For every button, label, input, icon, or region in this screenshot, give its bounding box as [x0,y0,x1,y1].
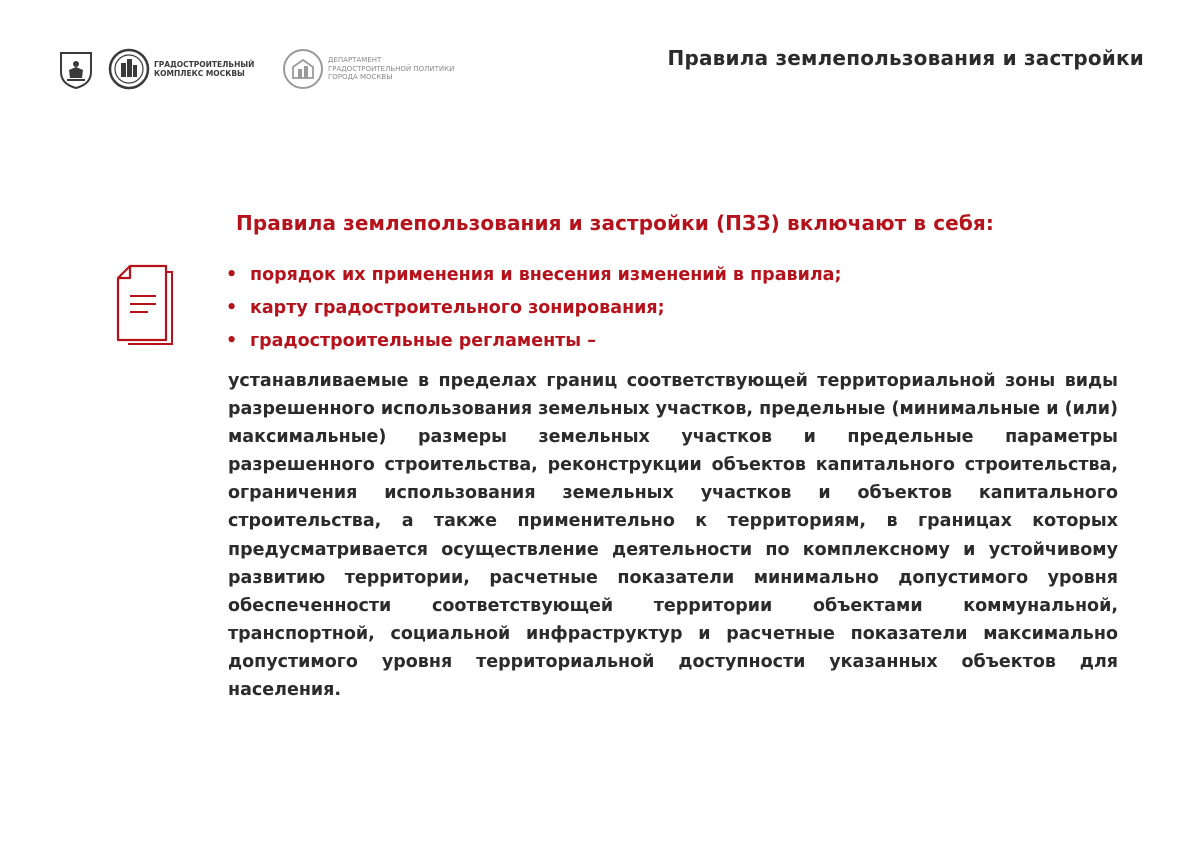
department-logo-text: ДЕПАРТАМЕНТ ГРАДОСТРОИТЕЛЬНОЙ ПОЛИТИКИ ГОРОДА МОСКВЫ [328,56,455,82]
gk-moscow-logo [108,48,254,90]
bullet-marker: • [226,298,238,318]
gk-moscow-logo-icon [108,48,150,90]
page-title: Правила землепользования и застройки [667,46,1144,70]
department-logo [282,48,454,90]
list-item-text: порядок их применения и внесения изменений в правила; [250,265,842,285]
list-item [226,297,841,320]
department-logo-icon [282,48,324,90]
moscow-coat-of-arms-icon [58,50,94,90]
section-heading: Правила землепользования и застройки (ПЗЗ) включают в себя: [236,211,994,235]
list-item-text: градостроительные регламенты – [250,331,596,351]
header [0,0,1200,110]
list-item [226,330,841,353]
documents-icon [114,262,186,354]
bullet-marker: • [226,265,238,285]
list-item [226,264,841,287]
gk-logo-text: ГРАДОСТРОИТЕЛЬНЫЙ КОМПЛЕКС МОСКВЫ [154,60,255,78]
regulations-description: устанавливаемые в пределах границ соответствующей территориальной зоны виды разрешенного использования земельных участков, предельные (минимальные и (или) максимальные) размеры земельных участков и предельные параметры разрешенного строительства, реконструкции объектов капитального строительства, ограничения использования земельных участков и объектов капитального строительства, а также применительно к территориям, в границах которых предусматривается осуществление деятельности по комплексному и устойчивому развитию территории, расчетные показатели минимально допустимого уровня обеспеченности соответствующей территории объектами коммунальной, транспортной, социальной инфраструктур и расчетные показатели максимально допустимого уровня территориальной доступности указанных объектов для населения. [228,371,1118,701]
bullet-list [226,264,841,363]
bullet-marker: • [226,331,238,351]
list-item-text: карту градостроительного зонирования; [250,298,665,318]
